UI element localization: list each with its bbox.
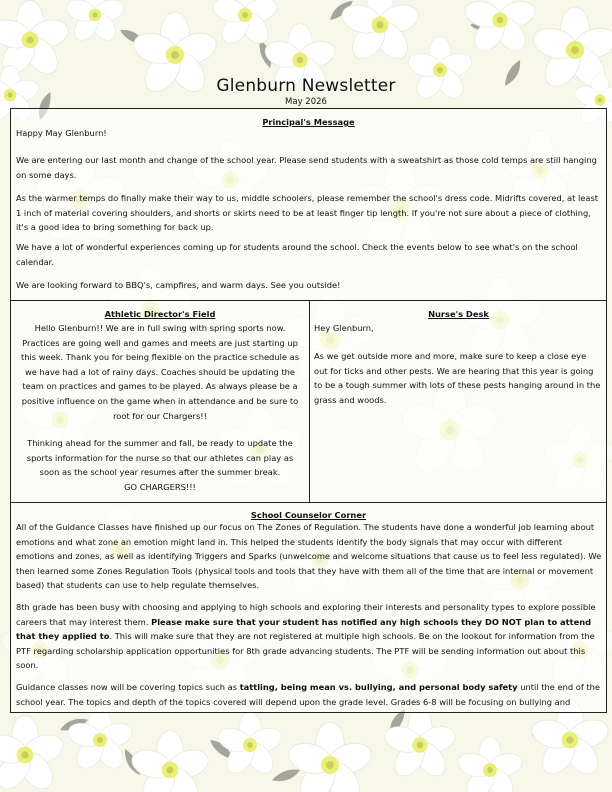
athletic-heading: Athletic Director's Field bbox=[104, 309, 216, 319]
athletic-paragraph-2: Thinking ahead for the summer and fall, be ready to update the sports information for the nurse so that our athletes can play as soon as the school year resumes after the summer break. bbox=[26, 438, 294, 478]
athletic-sign-off: GO CHARGERS!!! bbox=[124, 482, 196, 492]
counselor-paragraph-2-emphasis: Please make sure that your student has notified any high schools they DO NOT plan to attend that they applied to bbox=[16, 616, 592, 642]
principal-paragraph-3: We have a lot of wonderful experiences coming up for students around the school. Check the events below to see what's on the school calendar. bbox=[16, 242, 578, 267]
counselor-paragraph-1: All of the Guidance Classes have finished up our focus on The Zones of Regulation. The students have done a wonderful job learning about emotions and what zone an emotion might land in. This helped the students identify the body signals that may occur with different emotions and zones, as well as identifying Triggers and Sparks (unwelcome and welcome situations that cause us to feel less regulated). We then learned some Zones Regulation Tools (physical tools and tools that they have with them all of the time that are internal or movement based) that students can use to help regulate themselves. bbox=[16, 522, 602, 591]
column-divider bbox=[309, 300, 310, 502]
newsletter-title: Glenburn Newsletter bbox=[216, 76, 396, 96]
counselor-paragraph-3-emphasis: tattling, being mean vs. bullying, and personal body safety bbox=[239, 682, 518, 692]
nurse-greeting: Hey Glenburn, bbox=[314, 323, 374, 333]
counselor-paragraph-2-intro: 8th grade has been busy with choosing and applying to high schools and exploring their interests and personality types to explore possible careers that may interest them. bbox=[16, 602, 596, 627]
counselor-heading: School Counselor Corner bbox=[250, 510, 367, 520]
principal-greeting: Happy May Glenburn! bbox=[16, 128, 107, 138]
newsletter-frame bbox=[10, 108, 607, 713]
principal-paragraph-4: We are looking forward to BBQ's, campfires, and warm days. See you outside! bbox=[16, 280, 341, 290]
counselor-paragraph-3-intro: Guidance classes now will be covering topics such as bbox=[16, 682, 240, 692]
counselor-paragraph-2-rest: . This will make sure that they are not registered at multiple high schools. Be on the lookout for information from the PTF regarding scholarship application opportunities for 8th grade advancing students. The PTF will be sending information out about this soon. bbox=[16, 631, 595, 671]
newsletter-date: May 2026 bbox=[285, 97, 327, 107]
athletic-paragraph-1: Hello Glenburn!! We are in full swing with spring sports now. Practices are going well and games and meets are just starting up this week. Thank you for being flexible on the practice schedule as we have had a lot of rainy days. Coaches should be updating the team on practices and games to be played. As always please be a positive influence on the game when in attendance and be sure to root for our Chargers!! bbox=[20, 323, 300, 421]
counselor-paragraph-2 bbox=[16, 600, 603, 673]
counselor-paragraph-3-rest: until the end of the school year. The topics and depth of the topics covered will depend upon the grade level. Grades 6-8 will be focusing on bullying and bbox=[16, 682, 600, 707]
principal-heading: Principal's Message bbox=[262, 117, 355, 127]
nurse-paragraph-1: As we get outside more and more, make sure to keep a close eye out for ticks and other pests. We are hearing that this year is going to be a tough summer with lots of these pests hanging around in the grass and woods. bbox=[314, 351, 601, 405]
principal-paragraph-2: As the warmer temps do finally make their way to us, middle schoolers, please remember the school's dress code. Midrifts covered, at least 1 inch of material covering shoulders, and shorts or skirts need to be at least finger tip length. If you're not sure about a piece of clothing, it's a good idea to bring something for back up. bbox=[16, 193, 599, 233]
section-divider-2 bbox=[11, 502, 606, 503]
principal-paragraph-1: We are entering our last month and change of the school year. Please send students with a sweatshirt as those cold temps are still hanging on some days. bbox=[16, 155, 597, 180]
nurse-heading: Nurse's Desk bbox=[428, 309, 489, 319]
counselor-paragraph-3 bbox=[16, 680, 603, 709]
